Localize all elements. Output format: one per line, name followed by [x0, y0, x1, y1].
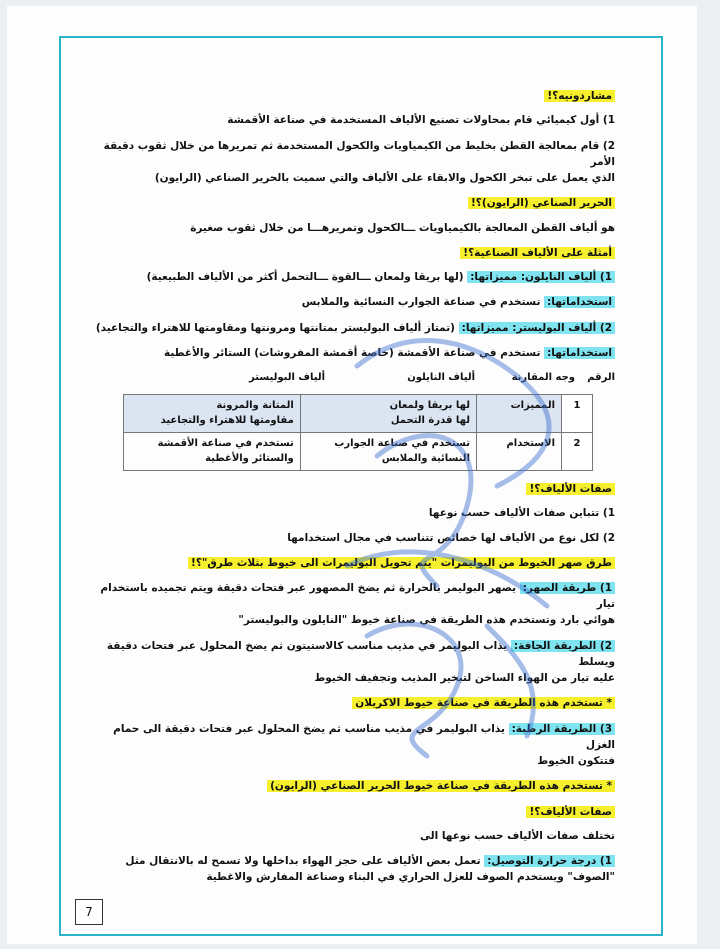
header-polyester: ألياف البوليستر	[249, 372, 325, 384]
nylon-features: (لها بريقا ولمعان ـــالقوة ـــالتحمل أكثر من الألياف الطبيعية)	[146, 271, 464, 284]
paragraph-diff: تختلف صفات الألياف حسب نوعها الى	[420, 829, 615, 842]
table-row	[124, 432, 593, 470]
nylon-uses: تستخدم في صناعة الجوارب النسائية والملابس	[301, 296, 541, 309]
paragraph-rayon-definition: هو ألياف القطن المعالجة بالكيمياويات ـــالكحول وتمريرهـــا من خلال ثقوب صغيرة	[190, 221, 615, 234]
page-number: 7	[75, 899, 103, 925]
nylon-uses-label: استخداماتها:	[544, 296, 615, 308]
m2-note: * تستخدم هذه الطريقة في صناعة خيوط الاكريلان	[352, 697, 615, 709]
paragraph-q2-a: 2) قام بمعالجة القطن بخليط من الكيمياويات والكحول المستخدمة ثم تمريرها من خلال ثقوب دقيقة الأمر	[103, 139, 615, 168]
paragraph-f2: 2) لكل نوع من الألياف لها خصائص تتناسب في مجال استخدامها	[287, 532, 615, 545]
paragraph-m1-b: هوائي بارد وتستخدم هذه الطريقة في صناعة خيوط "النايلون والبوليستر"	[238, 614, 615, 627]
paragraph-m1-a	[95, 580, 615, 613]
cell-nylon: تستخدم في صناعة الجوارب النسائية والملابس	[300, 432, 476, 470]
paragraph-q1: 1) أول كيميائي قام بمحاولات تصنيع الألياف المستخدمة في صناعة الأقمشة	[227, 114, 615, 127]
heading-melting-methods: طرق صهر الخيوط من البوليمرات "يتم تحويل البوليمرات الى خيوط بثلاث طرق"؟!	[188, 557, 615, 569]
table-row	[124, 394, 593, 432]
nylon-label: 1) ألياف النايلون: مميزاتها:	[467, 271, 615, 283]
row-number: 1	[562, 394, 593, 432]
thermal-label: 1) درجة حرارة التوصيل:	[484, 855, 615, 867]
heading-examples: أمثلة على الألياف الصناعية؟!	[460, 247, 615, 259]
m3-label: 3) الطريقة الرطبة:	[509, 723, 615, 735]
thermal-text: تعمل بعض الألياف على حجز الهواء بداخلها ولا تسمح له بالانتقال مثل	[125, 855, 481, 868]
paragraph-polyester-uses	[95, 345, 615, 361]
row-label: الاستخدام	[477, 432, 562, 470]
cell-polyester: تستخدم في صناعة الأقمشة والستائر والأغطية	[124, 432, 301, 470]
comparison-table	[123, 394, 593, 471]
m2-text: يذاب البوليمر في مذيب مناسب كالاستيتون ثم يضخ المحلول عبر فتحات دقيقة ويسلط	[106, 639, 615, 668]
page-content	[95, 84, 615, 895]
cell-polyester: المتانة والمرونة مقاومتها للاهتراء والتجاعيد	[124, 394, 301, 432]
paragraph-nylon	[95, 269, 615, 285]
polyester-label: 2) ألياف البوليستر: مميزاتها:	[459, 322, 615, 334]
polyester-features: (تمتاز ألياف البوليستر بمتانتها ومرونتها ومقاومتها للاهتراء والتجاعيد)	[95, 321, 455, 334]
row-number: 2	[562, 432, 593, 470]
polyester-uses: تستخدم في صناعة الأقمشة (خاصة أقمشة المفروشات) الستائر والأغطية	[164, 346, 541, 359]
header-nylon: ألياف النايلون	[407, 372, 475, 384]
paragraph-f1: 1) تتباين صفات الألياف حسب نوعها	[428, 506, 615, 519]
paragraph-q2-b: الذي يعمل على تبخر الكحول والابقاء على الألياف والتي سميت بالحرير الصناعي (الرايون)	[154, 172, 615, 185]
paragraph-nylon-uses	[95, 294, 615, 310]
m3-text: يذاب البوليمر في مذيب مناسب ثم يضخ المحلول عبر فتحات دقيقة الى حمام الغزل	[113, 722, 615, 751]
polyester-uses-label: استخداماتها:	[544, 347, 615, 359]
cell-nylon: لها بريقا ولمعان لها قدرة التحمل	[300, 394, 476, 432]
paragraph-m2-b: عليه تيار من الهواء الساخن لتبخير المذيب وتجفيف الخيوط	[314, 672, 615, 685]
paragraph-m2-a	[95, 638, 615, 671]
heading-fabric-properties-2: صفات الألياف؟!	[526, 806, 615, 818]
document-page	[7, 6, 697, 944]
comparison-header	[95, 370, 615, 386]
header-number: الرقم	[587, 372, 615, 384]
paragraph-m3-a	[95, 721, 615, 754]
m1-label: 1) طريقة الصهر:	[520, 582, 615, 594]
m2-label: 2) الطريقة الجافة:	[511, 640, 615, 652]
paragraph-thermal-a	[95, 853, 615, 869]
paragraph-polyester	[95, 320, 615, 336]
heading-question: مشاردونيه؟!	[544, 90, 615, 102]
row-label: المميزات	[477, 394, 562, 432]
m3-note: * تستخدم هذه الطريقة في صناعة خيوط الحرير الصناعي (الرايون)	[267, 780, 615, 792]
m1-text: يصهر البوليمر بالحرارة ثم يضخ المصهور عبر فتحات دقيقة ويتم تجميده باستخدام تيار	[100, 581, 615, 611]
heading-rayon: الحرير الصناعي (الرايون)؟!	[468, 197, 615, 209]
header-comparison: وجه المقارنة	[511, 372, 575, 384]
heading-fabric-properties: صفات الألياف؟!	[526, 483, 615, 495]
paragraph-m3-b: فتتكون الخيوط	[537, 755, 615, 768]
paragraph-thermal-b: "الصوف" ويستخدم الصوف للعزل الحراري في البناء وصناعة المفارش والاغطية	[206, 871, 615, 884]
